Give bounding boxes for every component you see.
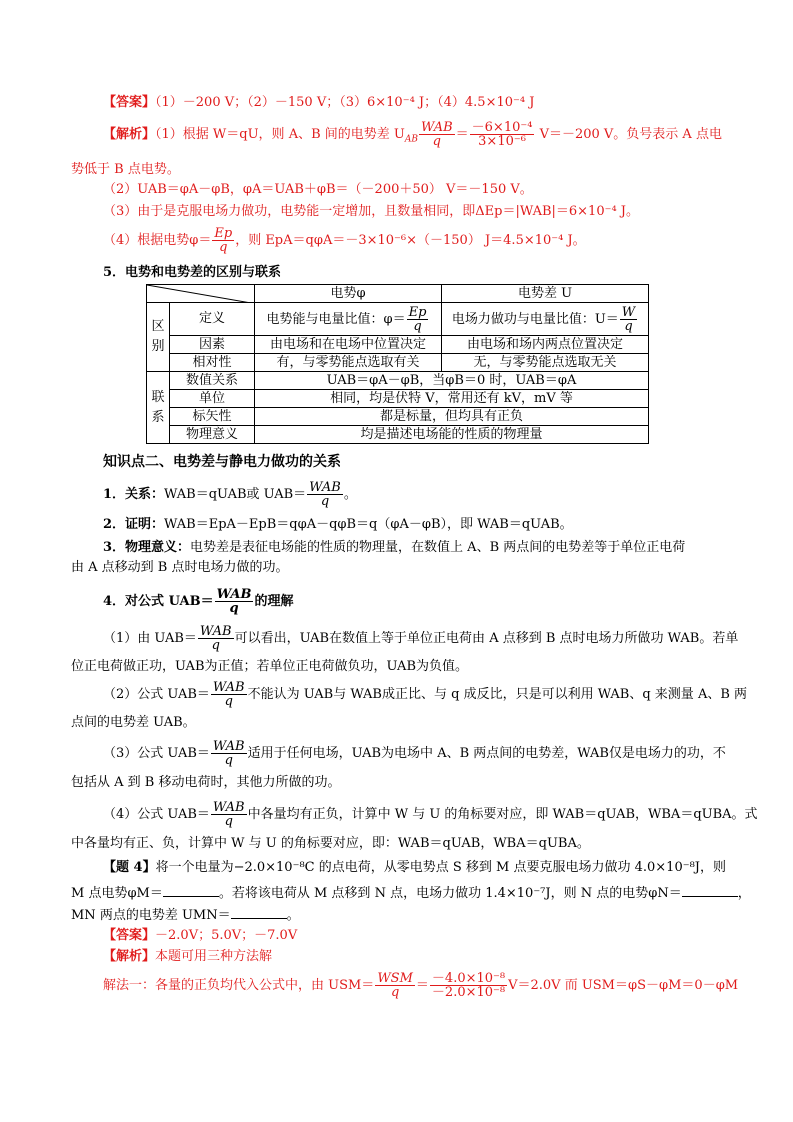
table-cell: 均是描述电场能的性质的物理量	[255, 426, 649, 444]
analysis-text: 本题可用三种方法解	[155, 949, 273, 964]
p1-end: 。	[343, 487, 357, 502]
frac-denominator: q	[390, 985, 400, 1000]
row-label: 数值关系	[170, 372, 255, 390]
item-text-cont: 适用于任何电场，UAB为电场中 A、B 两点间的电势差，WAB仅是电场力的功，不	[247, 746, 726, 761]
analysis-text: （1）根据 W＝qU，则 A、B 间的电势差 U	[155, 127, 405, 142]
frac-denominator: q	[224, 814, 233, 829]
kp2-p2	[103, 515, 573, 535]
fraction	[419, 121, 455, 148]
p4-end: 的理解	[254, 594, 294, 609]
frac-numerator: WSM	[377, 971, 413, 986]
table-cell: 无，与零势能点选取无关	[442, 354, 649, 372]
frac-den-value: －2.0×10⁻⁸	[431, 985, 506, 1000]
frac-numerator: WAB	[199, 624, 232, 639]
frac-num-value: －4.0×10⁻⁸	[431, 971, 506, 986]
analysis-tag: 【解析】	[103, 949, 156, 964]
table-cell: 由电场和场内两点位置决定	[442, 336, 649, 354]
answer-blank-3[interactable]	[231, 904, 287, 919]
kp2-item-1-line2: 位正电荷做正功，UAB为正值；若单位正电荷做负功，UAB为负值。	[71, 659, 468, 674]
answer-tag: 【答案】	[103, 928, 156, 943]
p4-label: 4．对公式 UAB＝	[103, 594, 214, 609]
p3-text: 电势差是表征电场能的性质的物理量，在数值上 A、B 两点间的电势差等于单位正电荷	[190, 540, 686, 555]
p1-label: 1．关系：	[103, 487, 165, 502]
frac-numerator: WAB	[309, 480, 341, 495]
table-cell: 都是标量，但均具有正负	[255, 408, 649, 426]
table-cell	[255, 303, 442, 336]
cell-text: 电场力做功与电量比值：U＝	[451, 311, 619, 327]
fraction	[198, 625, 234, 652]
q4-comma: ，	[737, 886, 751, 901]
q4-text-cont: 。若将该电荷从 M 点移到 N 点，电场力做功 1.4×10⁻⁷J，则 N 点的电势φN＝	[218, 886, 682, 901]
frac-num-value: －6×10⁻⁴	[471, 120, 533, 135]
item-text: （4）公式 UAB＝	[103, 807, 210, 822]
kp2-item-4-line2: 中各量均有正、负，计算中 W 与 U 的角标要对应，即：WAB＝qUAB，WBA＝qUBA。	[71, 836, 590, 851]
table-cell	[442, 303, 649, 336]
answer-line	[103, 93, 534, 113]
kp2-p3-line2: 由 A 点移动到 B 点时电场力做的功。	[71, 560, 289, 575]
q4-line-2	[71, 882, 751, 904]
group-difference: 区别	[147, 303, 170, 372]
fraction-values	[470, 121, 535, 148]
cell-text: 电势能与电量比值：φ＝	[266, 311, 406, 327]
table-cell: 由电场和在电场中位置决定	[255, 336, 442, 354]
row-label: 物理意义	[170, 426, 255, 444]
frac-denominator: q	[320, 494, 330, 509]
fraction	[212, 227, 234, 254]
answer-tag: 【答案】	[103, 95, 156, 110]
comparison-table	[146, 284, 649, 444]
frac-numerator: WAB	[212, 739, 245, 754]
row-label: 相对性	[170, 354, 255, 372]
frac-numerator: Ep	[408, 304, 427, 320]
group-link: 联系	[147, 372, 170, 444]
kp2-item-3	[103, 737, 726, 771]
frac-denominator: q	[224, 694, 233, 709]
analysis-line-1: 【解析】（1）根据 W＝qU，则 A、B 间的电势差 $U_{AB}$ $\frac{\text{WAB}}{q}$ ＝ $\frac{\text{－6×10⁻⁴}}{\text{3×10⁻⁶}}$ V＝－200 V。负号表示 A 点电	[103, 120, 722, 149]
frac-numerator: WAB	[212, 800, 245, 815]
p3-label: 3．物理意义：	[103, 540, 191, 555]
kp2-p3	[103, 538, 685, 558]
q4-text: 将一个电量为−2.0×10⁻⁸C 的点电荷，从零电势点 S 移到 M 点要克服电场力做功 4.0×10⁻⁸J，则	[155, 860, 727, 875]
kp2-item-4	[103, 798, 758, 832]
equals: ＝	[415, 978, 429, 993]
fraction	[407, 306, 429, 333]
analysis-tag: 【解析】	[103, 127, 156, 142]
frac-numerator: WAB	[216, 587, 252, 602]
q4-period: 。	[286, 908, 300, 923]
equals: ＝	[455, 127, 469, 142]
fraction	[307, 481, 343, 508]
q4-line-3	[71, 904, 300, 926]
fraction	[215, 588, 254, 615]
frac-numerator: WAB	[212, 680, 245, 695]
p2-text: WAB＝EpA－EpB＝qφA－qφB＝q（φA－φB），即 WAB＝qUAB。	[164, 517, 573, 532]
q4-method-1	[103, 968, 738, 1004]
frac-denominator: q	[229, 601, 239, 616]
kp2-item-2-line2: 点间的电势差 UAB。	[71, 715, 196, 730]
q4-analysis	[103, 947, 272, 967]
header-potential-difference: 电势差 U	[442, 285, 649, 303]
kp2-p4-title	[103, 585, 293, 619]
frac-denominator: q	[413, 318, 422, 334]
table-cell: 有，与零势能点选取有关	[255, 354, 442, 372]
table-cell: 相同，均是伏特 V，常用还有 kV，mV 等	[255, 390, 649, 408]
analysis-line-2: 势低于 B 点电势。	[71, 162, 180, 177]
fraction-values	[430, 972, 507, 999]
frac-denominator: q	[624, 318, 633, 334]
item-text-cont: 可以看出，UAB在数值上等于单位正电荷由 A 点移到 B 点时电场力所做功 WAB。若单	[234, 631, 739, 646]
analysis-text-cont: ，则 EpA＝qφA＝－3×10⁻⁶×（－150） J＝4.5×10⁻⁴ J。	[235, 233, 586, 248]
item-text-cont: 不能认为 UAB与 WAB成正比、与 q 成反比，只是可以利用 WAB、q 来测量 A、B 两	[247, 687, 748, 702]
kp2-item-2	[103, 678, 747, 712]
table-cell: UAB＝φA－φB，当φB＝0 时，UAB＝φA	[255, 372, 649, 390]
section-5-title: 5．电势和电势差的区别与联系	[103, 265, 282, 280]
kp2-item-1	[103, 622, 738, 656]
answer-blank-1[interactable]	[163, 882, 219, 897]
method-text: 解法一：各量的正负均代入公式中，由 USM＝	[103, 978, 375, 993]
fraction	[211, 681, 247, 708]
fraction	[620, 306, 637, 333]
kp2-item-3-line2: 包括从 A 到 B 移动电荷时，其他力所做的功。	[71, 775, 341, 790]
kp2-p1	[103, 478, 357, 512]
frac-denominator: q	[224, 753, 233, 768]
frac-numerator: Ep	[214, 226, 233, 241]
p2-label: 2．证明：	[103, 517, 165, 532]
q4-text: M 点电势φM＝	[71, 886, 163, 901]
answer-blank-2[interactable]	[682, 882, 738, 897]
frac-denominator: q	[219, 240, 228, 255]
analysis-text-cont: V＝－200 V。负号表示 A 点电	[535, 127, 722, 142]
frac-numerator: W	[621, 304, 636, 320]
q4-text: MN 两点的电势差 UMN＝	[71, 908, 231, 923]
method-text-cont: V＝2.0V 而 USM＝φS－φM＝0－φM	[508, 978, 739, 993]
fraction	[211, 801, 247, 828]
analysis-line-3: （2）UAB＝φA－φB，φA＝UAB＋φB＝（－200＋50） V＝－150 V。	[103, 182, 533, 197]
kp2-title: 知识点二、电势差与静电力做功的关系	[103, 454, 341, 470]
analysis-line-4: （3）由于是克服电场力做功，电势能一定增加，且数量相同，即ΔEp＝|WAB|＝6×10⁻⁴ J。	[103, 204, 640, 219]
frac-numerator: WAB	[420, 120, 453, 135]
q4-answer	[103, 926, 297, 946]
row-label: 单位	[170, 390, 255, 408]
header-potential: 电势φ	[255, 285, 442, 303]
p1-text: WAB＝qUAB或 UAB＝	[164, 487, 307, 502]
frac-den-value: 3×10⁻⁶	[478, 134, 526, 149]
frac-denominator: q	[432, 134, 441, 149]
answer-text: （1）－200 V；（2）－150 V；（3）6×10⁻⁴ J；（4）4.5×10⁻⁴ J	[155, 95, 535, 110]
item-text: （3）公式 UAB＝	[103, 746, 210, 761]
frac-denominator: q	[211, 638, 220, 653]
q4-tag: 【题 4】	[103, 860, 156, 875]
item-text: （1）由 UAB＝	[103, 631, 197, 646]
item-text-cont: 中各量均有正负，计算中 W 与 U 的角标要对应，即 WAB＝qUAB，WBA＝qUBA。式	[247, 807, 758, 822]
answer-text: －2.0V；5.0V；－7.0V	[155, 928, 298, 943]
diagonal-line	[147, 285, 251, 303]
row-label: 标矢性	[170, 408, 255, 426]
item-text: （2）公式 UAB＝	[103, 687, 210, 702]
row-label: 定义	[170, 303, 255, 336]
row-label: 因素	[170, 336, 255, 354]
fraction	[375, 972, 415, 999]
analysis-line-5	[103, 226, 586, 256]
analysis-text: （4）根据电势φ＝	[103, 233, 212, 248]
q4-line-1	[103, 858, 726, 878]
fraction	[211, 740, 247, 767]
table-corner	[147, 285, 255, 303]
